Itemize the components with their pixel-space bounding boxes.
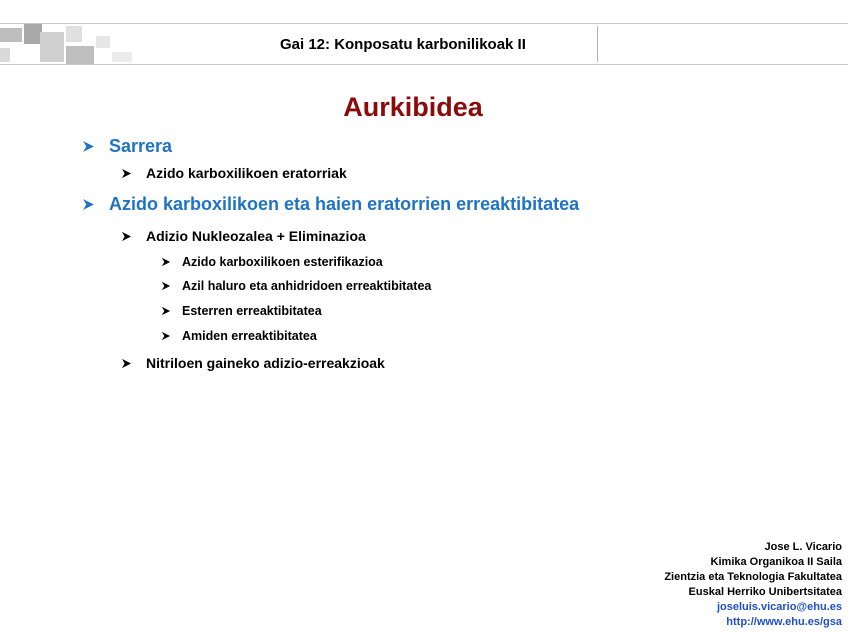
author-block [664, 540, 842, 630]
outline-item-level1 [82, 194, 579, 214]
outline-item-text: Azido karboxilikoen esterifikazioa [182, 255, 383, 269]
outline-item-text: Amiden erreaktibitatea [182, 329, 317, 343]
author-department: Kimika Organikoa II Saila [710, 556, 842, 568]
author-faculty: Zientzia eta Teknologia Fakultatea [664, 571, 842, 583]
header-title: Gai 12: Konposatu karbonilikoak II [280, 36, 526, 53]
slide-title: Aurkibidea [343, 92, 483, 122]
outline-item-level1 [82, 136, 172, 156]
arrow-bullet-icon [121, 358, 132, 369]
outline-item-level2 [121, 226, 366, 246]
outline-item-text: Azido karboxilikoen eratorriak [146, 165, 347, 181]
university-logo-icon [0, 22, 140, 70]
arrow-bullet-icon [161, 331, 171, 341]
outline-item-text: Nitriloen gaineko adizio-erreakzioak [146, 355, 385, 371]
arrow-bullet-icon [161, 306, 171, 316]
arrow-bullet-icon [161, 257, 171, 267]
arrow-bullet-icon [82, 140, 95, 153]
outline-item-text: Esterren erreaktibitatea [182, 304, 322, 318]
outline-item-text: Adizio Nukleozalea + Eliminazioa [146, 228, 366, 244]
outline-item-level3 [161, 301, 322, 321]
outline-item-text: Azido karboxilikoen eta haien eratorrien erreaktibitatea [109, 193, 580, 214]
author-email-link[interactable]: joseluis.vicario@ehu.es [716, 601, 842, 613]
arrow-bullet-icon [161, 281, 171, 291]
outline-item-level2 [121, 353, 385, 373]
outline-item-level3 [161, 326, 317, 346]
header-separator [597, 26, 598, 62]
arrow-bullet-icon [121, 168, 132, 179]
outline-item-text: Sarrera [109, 135, 173, 156]
outline-item-level3 [161, 252, 383, 272]
outline-item-level3 [161, 276, 431, 296]
arrow-bullet-icon [121, 231, 132, 242]
arrow-bullet-icon [82, 198, 95, 211]
slide-header [0, 0, 848, 72]
author-web-link[interactable]: http://www.ehu.es/gsa [726, 616, 842, 628]
author-university: Euskal Herriko Unibertsitatea [688, 586, 842, 598]
outline-item-level2 [121, 163, 347, 183]
outline-item-text: Azil haluro eta anhidridoen erreaktibitatea [182, 279, 432, 293]
author-name: Jose L. Vicario [764, 541, 842, 553]
